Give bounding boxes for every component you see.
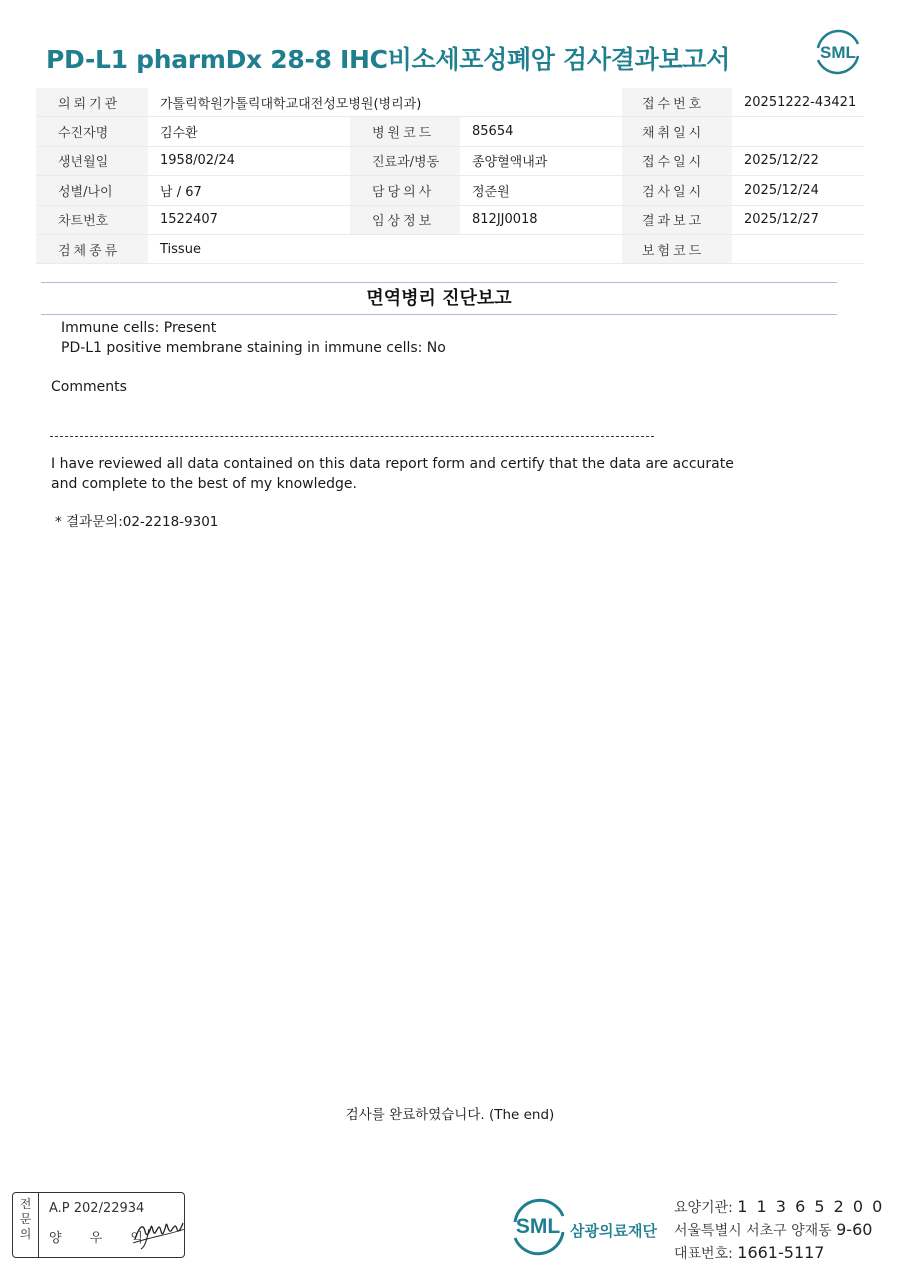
comments-label: Comments xyxy=(51,379,127,395)
stamp-side-label xyxy=(13,1193,39,1257)
label-receipt-number: 접수번호 xyxy=(622,88,732,117)
finding-pdl1-staining: PD-L1 positive membrane staining in immune cells: No xyxy=(61,340,446,356)
value-hospital-code: 85654 xyxy=(460,117,622,146)
sml-logo-icon xyxy=(812,28,864,76)
label-insurance-code: 보험코드 xyxy=(622,234,732,263)
value-specimen-type: Tissue xyxy=(148,234,622,263)
license-number: A.P 202/22934 xyxy=(49,1201,145,1216)
value-receipt-number: 20251222-43421 xyxy=(732,88,864,117)
stamp-char: 문 xyxy=(19,1212,32,1226)
info-row xyxy=(36,146,864,175)
contact-label: 요양기관: xyxy=(674,1200,738,1216)
report-title: PD-L1 pharmDx 28-8 IHC비소세포성폐암 검사결과보고서 xyxy=(46,45,731,74)
value-department: 종양혈액내과 xyxy=(460,146,622,175)
contact-line-address xyxy=(674,1220,872,1240)
contact-label: 서울특별시 서초구 양재동 xyxy=(674,1223,837,1239)
certification-line-1: I have reviewed all data contained on this data report form and certify that the data are accurate xyxy=(51,456,734,472)
certification-line-2: and complete to the best of my knowledge. xyxy=(51,476,357,492)
label-birth-date: 생년월일 xyxy=(36,146,148,175)
signature-icon xyxy=(131,1209,187,1251)
contact-value: 1 1 3 6 5 2 0 0 xyxy=(737,1197,885,1216)
label-test-date: 검사일시 xyxy=(622,176,732,205)
value-collection-date xyxy=(732,117,864,146)
contact-value: 9-60 xyxy=(836,1220,873,1239)
value-patient-name: 김수환 xyxy=(148,117,350,146)
label-attending-doctor: 담당의사 xyxy=(350,176,460,205)
value-test-date: 2025/12/24 xyxy=(732,176,864,205)
value-result-report: 2025/12/27 xyxy=(732,205,864,234)
label-sex-age: 성별/나이 xyxy=(36,176,148,205)
label-patient-name: 수진자명 xyxy=(36,117,148,146)
label-clinical-info: 임상정보 xyxy=(350,205,460,234)
sml-footer-logo-icon xyxy=(509,1198,569,1256)
sml-logo-text: SML xyxy=(820,43,856,62)
label-hospital-code: 병원코드 xyxy=(350,117,460,146)
result-inquiry: * 결과문의:02-2218-9301 xyxy=(55,514,219,530)
contact-line-phone xyxy=(674,1243,824,1263)
pathologist-stamp xyxy=(12,1192,185,1258)
value-chart-number: 1522407 xyxy=(148,205,350,234)
value-insurance-code xyxy=(732,234,864,263)
contact-line-institution xyxy=(674,1197,884,1217)
value-sex-age: 남 / 67 xyxy=(148,176,350,205)
label-department: 진료과/병동 xyxy=(350,146,460,175)
finding-immune-cells: Immune cells: Present xyxy=(61,320,217,336)
label-receipt-date: 접수일시 xyxy=(622,146,732,175)
info-row xyxy=(36,88,864,117)
pathologist-name: 양 우 익 xyxy=(49,1231,155,1246)
contact-value: 1661-5117 xyxy=(737,1243,825,1262)
info-row xyxy=(36,234,864,263)
contact-label: 대표번호: xyxy=(674,1246,738,1262)
value-receipt-date: 2025/12/22 xyxy=(732,146,864,175)
info-row xyxy=(36,117,864,146)
value-birth-date: 1958/02/24 xyxy=(148,146,350,175)
label-chart-number: 차트번호 xyxy=(36,205,148,234)
dashed-divider xyxy=(50,436,654,437)
end-notice: 검사를 완료하였습니다. (The end) xyxy=(345,1107,555,1123)
info-row xyxy=(36,176,864,205)
value-attending-doctor: 정준원 xyxy=(460,176,622,205)
label-result-report: 결과보고 xyxy=(622,205,732,234)
stamp-char: 의 xyxy=(19,1227,32,1241)
label-specimen-type: 검체종류 xyxy=(36,234,148,263)
label-collection-date: 채취일시 xyxy=(622,117,732,146)
value-requesting-institution: 가톨릭학원가톨릭대학교대전성모병원(병리과) xyxy=(148,88,622,117)
section-title: 면역병리 진단보고 xyxy=(41,282,837,315)
foundation-name: 삼광의료재단 xyxy=(570,1222,657,1240)
sml-footer-logo-text: SML xyxy=(515,1215,561,1238)
label-requesting-institution: 의뢰기관 xyxy=(36,88,148,117)
stamp-char: 전 xyxy=(19,1197,32,1211)
value-clinical-info: 812JJ0018 xyxy=(460,205,622,234)
info-row xyxy=(36,205,864,234)
patient-info-table xyxy=(36,88,864,264)
